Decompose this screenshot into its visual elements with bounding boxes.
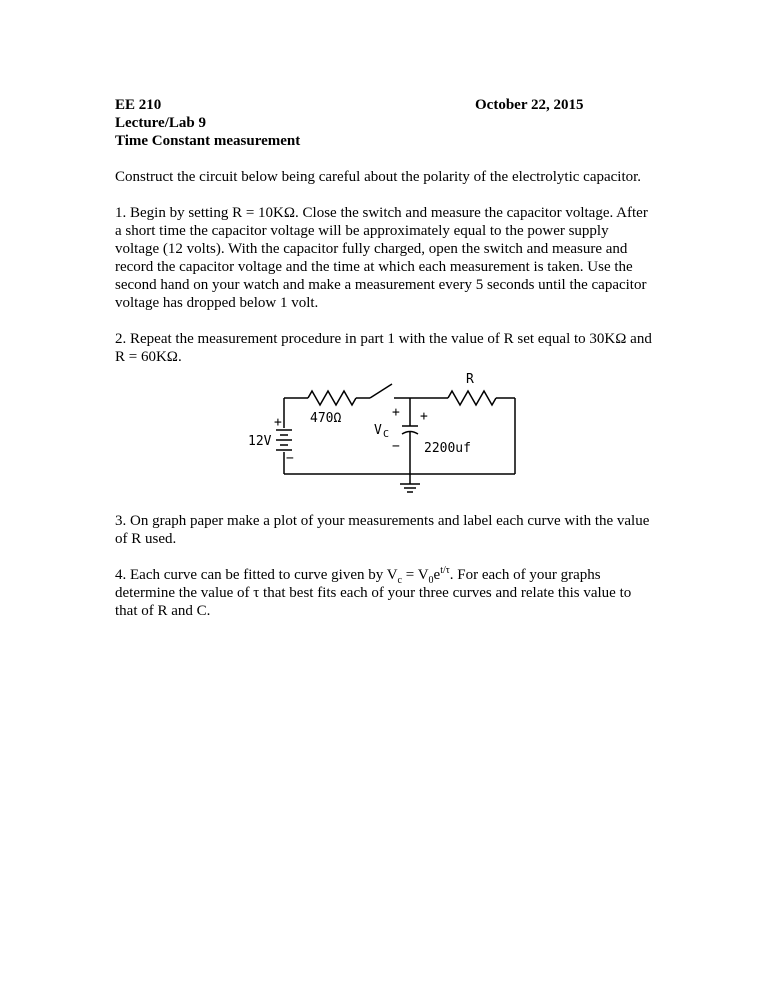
battery-plus-sign: + [274, 415, 282, 430]
capacitor-value-label: 2200uf [424, 441, 471, 456]
document-title: Time Constant measurement [115, 133, 301, 149]
document-date: October 22, 2015 [475, 97, 584, 113]
battery-minus-sign: − [286, 451, 294, 466]
rc-circuit-diagram [240, 368, 540, 500]
exponential-base: e [433, 567, 441, 583]
equation-equals: = V [402, 567, 429, 583]
resistor-r-symbol [448, 391, 496, 405]
lecture-label: Lecture/Lab 9 [115, 115, 206, 131]
step-1-paragraph: 1. Begin by setting R = 10KΩ. Close the switch and measure the capacitor voltage. After a short time the capacitor voltage will be approximately equal to the power supply voltage (12 volts). With the capacitor fully charged, open the switch and measure and record the capacitor voltage and the time at which each measurement is taken. Use the second hand on your watch and make a measurement every 5 seconds until the capacitor voltage has dropped below 1 volt. [115, 205, 648, 311]
cap-voltage-minus-sign: − [392, 439, 400, 454]
intro-paragraph: Construct the circuit below being careful about the polarity of the electrolytic capacitor. [115, 169, 642, 185]
exponent-text: t/τ [440, 565, 450, 576]
v0-subscript: 0 [428, 575, 434, 586]
vc-subscript: c [397, 575, 402, 586]
cap-voltage-subscript: C [383, 429, 390, 440]
cap-voltage-plus-sign: + [392, 405, 400, 420]
step-3-paragraph: 3. On graph paper make a plot of your measurements and label each curve with the value of R used. [115, 513, 650, 547]
resistor-470-label: 470Ω [310, 411, 342, 426]
step-4-lead: 4. Each curve can be fitted to curve given by V [115, 567, 398, 583]
resistor-470-symbol [308, 391, 356, 405]
supply-voltage-label: 12V [248, 434, 272, 449]
step-4-paragraph [115, 566, 655, 620]
step-2-paragraph: 2. Repeat the measurement procedure in part 1 with the value of R set equal to 30KΩ and R = 60KΩ. [115, 331, 652, 365]
switch-symbol [370, 384, 392, 398]
resistor-r-label: R [466, 372, 474, 387]
capacitor-plus-sign: + [420, 409, 428, 424]
course-code: EE 210 [115, 97, 162, 113]
cap-voltage-label: V [374, 423, 382, 438]
step-4-tail: . For each of your graphs determine the value of τ that best fits each of your three curves and relate this value to that of R and C. [115, 567, 632, 619]
